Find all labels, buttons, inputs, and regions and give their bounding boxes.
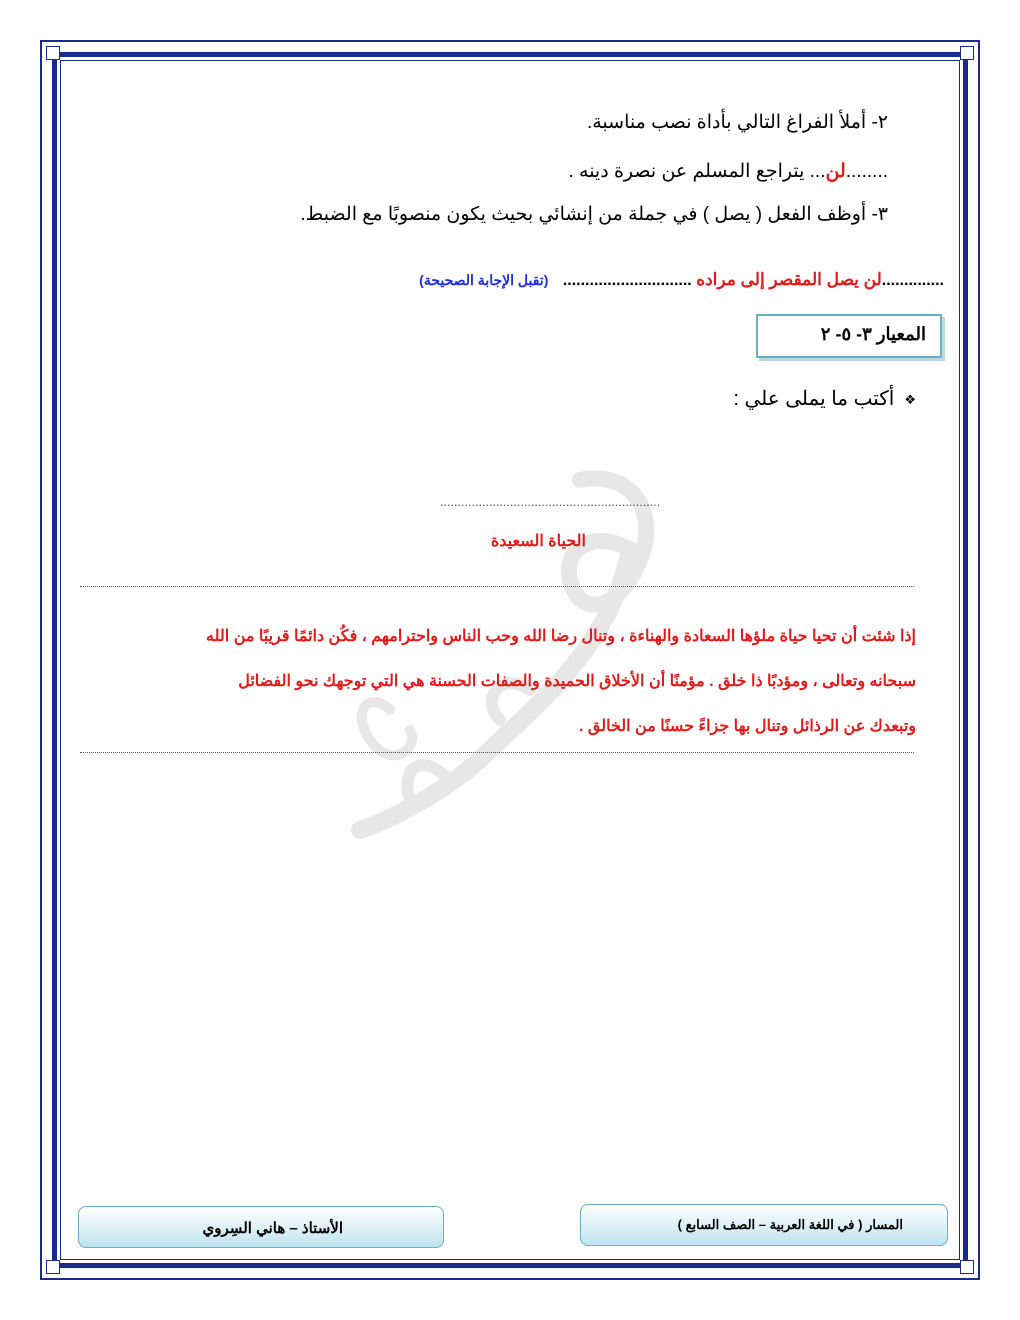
- dotted-separator: [80, 586, 914, 587]
- title-dotted-line: ...............................................................: [440, 496, 661, 509]
- question-3: ٣- أوظف الفعل ( يصل ) في جملة من إنشائي بحيث يكون منصوبًا مع الضبط.: [300, 204, 888, 225]
- answer-rest: ... يتراجع المسلم عن نصرة دينه .: [568, 161, 826, 182]
- frame-corner-ornament: [46, 1260, 60, 1274]
- footer-course-text: المسار ( في اللغة العربية – الصف السابع ): [677, 1217, 903, 1232]
- answer-note: (تقبل الإجابة الصحيحة): [419, 272, 549, 288]
- paragraph-line: وتبعدك عن الرذائل وتنال بها جزاءً حسنًا من الخالق .: [578, 718, 916, 735]
- dictation-paragraph: [94, 614, 916, 749]
- answer-filled-word: لن: [825, 161, 846, 182]
- frame-corner-ornament: [960, 46, 974, 60]
- bullet-icon: ❖: [904, 391, 916, 407]
- footer-teacher-box: [78, 1206, 444, 1248]
- frame-corner-ornament: [46, 46, 60, 60]
- paragraph-line: سبحانه وتعالى ، ومؤدبًا ذا خلق . مؤمنًا أن الأخلاق الحميدة والصفات الحسنة هي التي توجهك نحو الفضائل: [238, 673, 916, 690]
- paragraph-line: إذا شئت أن تحيا حياة ملؤها السعادة والهناءة ، وتنال رضا الله وحب الناس واحترامهم ، فكُن دائمًا قريبًا من الله: [206, 628, 916, 645]
- instruction-text: أكتب ما يملى علي :: [733, 388, 895, 410]
- answer-dots: ........: [845, 161, 888, 182]
- standard-label-box: [756, 314, 942, 358]
- standard-label: المعيار ٣- ٥- ٢: [820, 324, 926, 344]
- answer-dots-after: .............................: [562, 272, 697, 289]
- question-2: ٢- أملأ الفراغ التالي بأداة نصب مناسبة.: [586, 112, 888, 133]
- answer-sentence: لن يصل المقصر إلى مراده: [696, 270, 882, 289]
- question-2-answer: [568, 160, 888, 183]
- question-3-answer: [419, 270, 944, 290]
- footer-teacher-text: الأستاذ – هاني السِروي: [202, 1220, 343, 1237]
- dictation-title: الحياة السعيدة: [490, 533, 586, 550]
- dotted-separator: [80, 752, 914, 753]
- frame-corner-ornament: [960, 1260, 974, 1274]
- footer-course-box: [580, 1204, 948, 1246]
- dictation-instruction: [733, 386, 916, 411]
- answer-dots-before: ..............: [881, 272, 944, 289]
